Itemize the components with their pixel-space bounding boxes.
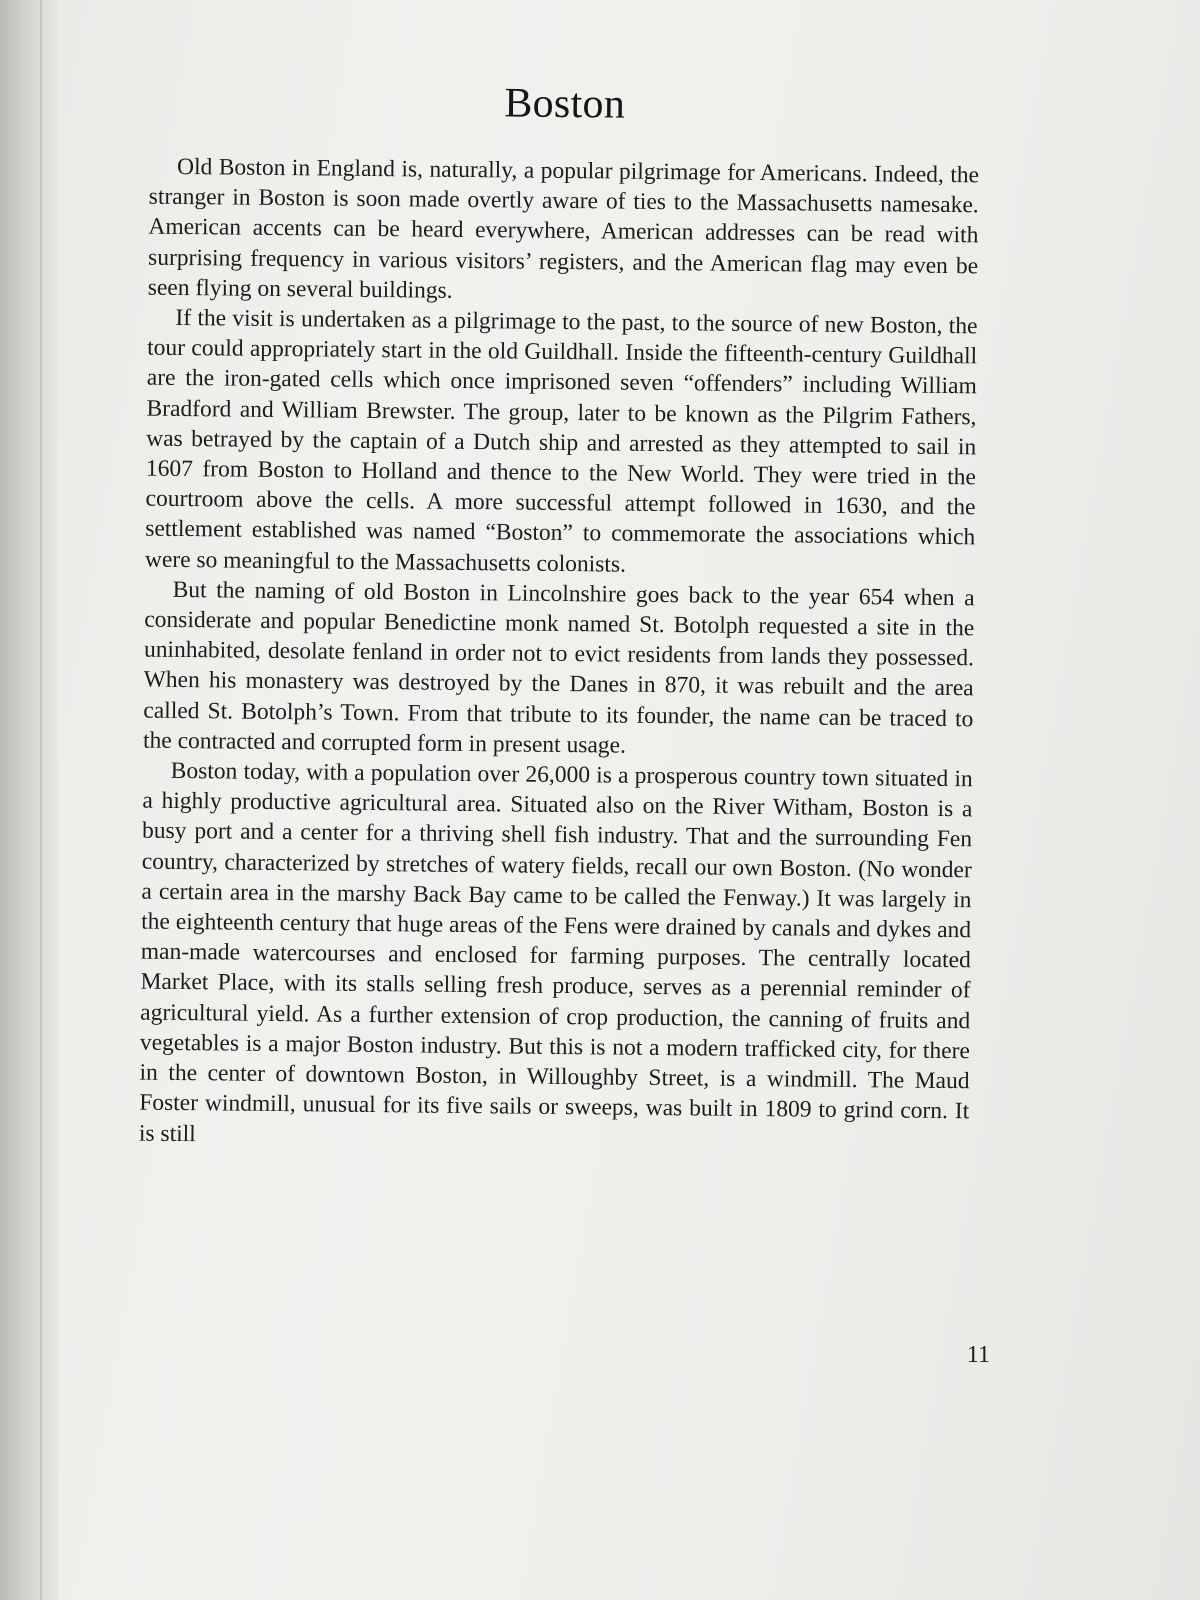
binding-gutter-shadow: [0, 0, 58, 1600]
page-title: Boston: [504, 80, 626, 128]
paragraph-2: If the visit is undertaken as a pilgrimage to the past, to the source of new Boston, the tour could appropriately start in the old Guildhall. Inside the fifteenth-century Guildhall are the iron-gated cells which once imprisoned seven “offenders” including William Bradford and William Brewster. The group, later to be known as the Pilgrim Fathers, was betrayed by the captain of a Dutch ship and arrested as they attempted to sail in 1607 from Boston to Holland and thence to the New World. They were tried in the courtroom above the cells. A more successful attempt followed in 1630, and the settlement established was named “Boston” to commemorate the associations which were so meaningful to the Massachusetts colonists.: [144, 304, 978, 578]
binding-crease: [40, 0, 42, 1600]
page-number: 11: [966, 1342, 990, 1368]
page-text-block: [139, 76, 980, 1157]
paragraph-1: Old Boston in England is, naturally, a popular pilgrimage for Americans. Indeed, the stranger in Boston is soon made overtly aware of ties to the Massachusetts namesake. American accents can be heard everywhere, American addresses can be read with surprising frequency in various visitors’ registers, and the American flag may even be seen flying on several buildings.: [147, 153, 980, 304]
paragraph-3: But the naming of old Boston in Lincolnshire goes back to the year 654 when a considerate and popular Benedictine monk named St. Botolph requested a site in the uninhabited, desolate fenland in order not to evict residents from lands they possessed. When his monastery was destroyed by the Danes in 870, it was rebuilt and the area called St. Botolph’s Town. From that tribute to its founder, the name can be traced to the contracted and corrupted form in present usage.: [142, 576, 975, 759]
paragraph-4: Boston today, with a population over 26,000 is a prosperous country town situated in a highly productive agricultural area. Situated also on the River Witham, Boston is a busy port and a center for a thriving shell fish industry. That and the surrounding Fen country, characterized by stretches of watery fields, recall our own Boston. (No wonder a certain area in the marshy Back Bay came to be called the Fenway.) It was largely in the eighteenth century that huge areas of the Fens were drained by canals and dykes and man-made watercourses and enclosed for farming purposes. The centrally located Market Place, with its stalls selling fresh produce, serves as a perennial reminder of agricultural yield. As a further extension of crop production, the canning of fruits and vegetables is a major Boston industry. But this is not a modern trafficked city, for there in the center of downtown Boston, in Willoughby Street, is a windmill. The Maud Foster windmill, unusual for its five sails or sweeps, was built in 1809 to grind corn. It is still: [138, 757, 973, 1147]
